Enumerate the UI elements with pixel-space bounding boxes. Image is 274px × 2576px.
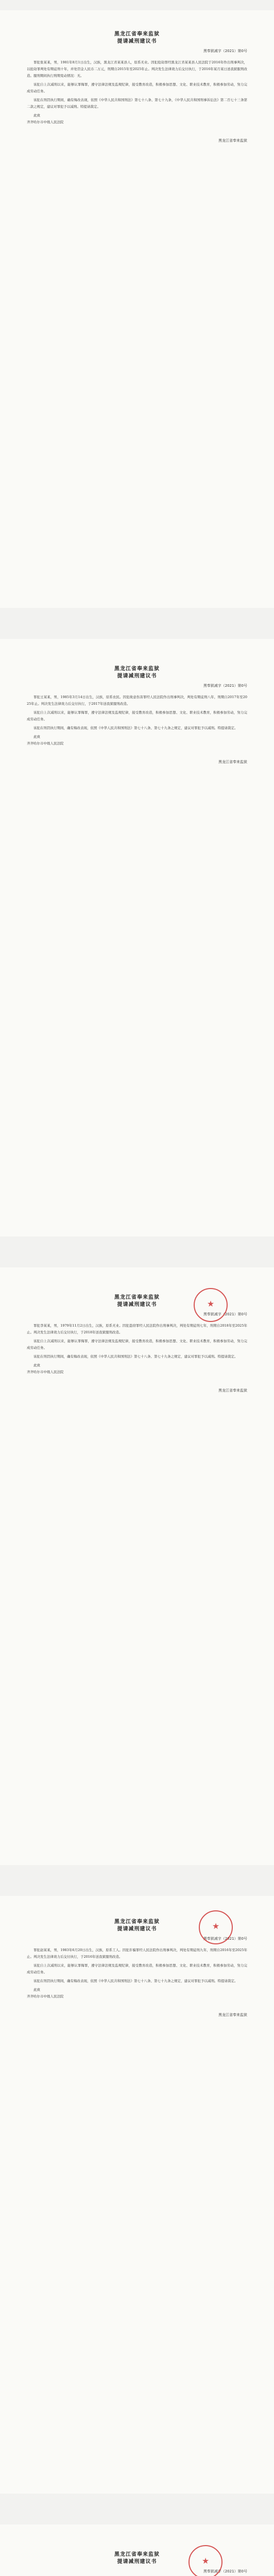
salutation: 此致 bbox=[33, 1363, 40, 1367]
signature: 黑龙江省奉来监狱 bbox=[218, 1388, 247, 1393]
document-subtitle: 提请减刑建议书 bbox=[117, 1302, 157, 1308]
document-page-4 bbox=[0, 1896, 274, 2494]
paragraph: 罪犯张某某，男，1981年8月1日出生，汉族，黑龙江省某某县人，原系无业。因犯抢劫罪经黑龙江省某某县人民法院于2016年作出刑事判决，以抢劫罪判处有期徒刑十年，并处罚金人民币二万元，刑期自2015年至2025年止。判决发生法律效力后交付执行，于2016年某月某日送我狱服刑改造。服刑期间执行刑期变动情况：无。 bbox=[27, 60, 247, 78]
document-page-5 bbox=[0, 2524, 274, 2576]
official-seal bbox=[194, 1288, 228, 1322]
document-number: 黑奉狱减字（2021）第0号 bbox=[203, 49, 247, 53]
document-title: 黑龙江省奉来监狱 bbox=[114, 2552, 160, 2557]
signature: 黑龙江省奉来监狱 bbox=[218, 139, 247, 143]
paragraph: 该犯在刑罚执行期间，确有悔改表现，依照《中华人民共和国刑法》第七十八条、第七十九条，《中华人民共和国刑事诉讼法》第二百七十三条第二款之规定，建议对罪犯予以减刑。特提请裁定。 bbox=[27, 98, 247, 109]
document-subtitle: 提请减刑建议书 bbox=[117, 673, 157, 679]
paragraph: 该犯自上次减刑以来，能够认罪悔罪，遵守法律法规及监规纪律，接受教育改造，积极参加思想、文化、职业技术教育，积极参加劳动，努力完成劳动任务。 bbox=[27, 1339, 247, 1350]
document-title: 黑龙江省奉来监狱 bbox=[114, 1919, 160, 1925]
document-title: 黑龙江省奉来监狱 bbox=[114, 31, 160, 37]
salutation: 此致 bbox=[33, 735, 40, 739]
document-number: 黑奉狱减字（2021）第0号 bbox=[203, 2569, 247, 2573]
document-page-3 bbox=[0, 1267, 274, 1865]
document-subtitle: 提请减刑建议书 bbox=[117, 2559, 157, 2565]
recipient: 齐齐哈尔市中级人民法院 bbox=[27, 741, 64, 745]
paragraph: 罪犯王某某，男，1985年3月14日出生，汉族，原系农民。因犯故意伤害罪经人民法院作出刑事判决，判处有期徒刑八年，刑期自2017年至2025年止。判决发生法律效力后交付执行，于2017年送我狱服刑改造。 bbox=[27, 695, 247, 706]
document-page-2 bbox=[0, 639, 274, 1236]
paragraph: 该犯在刑罚执行期间，确有悔改表现，依照《中华人民共和国刑法》第七十八条、第七十九条之规定，建议对罪犯予以减刑。特提请裁定。 bbox=[33, 1979, 238, 1983]
paragraph: 罪犯赵某某，男，1983年6月20日出生，汉族，原系工人。因犯诈骗罪经人民法院作出刑事判决，判处有期徒刑九年，刑期自2016年至2025年止。判决发生法律效力后交付执行，于2016年送我狱服刑改造。 bbox=[27, 1948, 247, 1959]
recipient: 齐齐哈尔市中级人民法院 bbox=[27, 1994, 64, 1998]
paragraph: 该犯自上次减刑以来，能够认罪悔罪，遵守法律法规及监规纪律，接受教育改造，积极参加思想、文化、职业技术教育，积极参加劳动，努力完成劳动任务。 bbox=[27, 1963, 247, 1974]
document-page-1 bbox=[0, 10, 274, 608]
official-seal bbox=[189, 2545, 222, 2576]
document-subtitle: 提请减刑建议书 bbox=[117, 39, 157, 44]
paragraph: 该犯在刑罚执行期间，确有悔改表现，依照《中华人民共和国刑法》第七十八条、第七十九条之规定，建议对罪犯予以减刑。特提请裁定。 bbox=[33, 1354, 238, 1359]
paragraph: 该犯自上次减刑以来，能够认罪悔罪，遵守法律法规及监规纪律，接受教育改造，积极参加思想、文化、职业技术教育，积极参加劳动，努力完成劳动任务。 bbox=[27, 710, 247, 721]
signature: 黑龙江省奉来监狱 bbox=[218, 760, 247, 764]
official-seal bbox=[199, 1910, 233, 1944]
paragraph: 罪犯李某某，男，1979年11月2日出生，汉族，原系无业。因犯盗窃罪经人民法院作出刑事判决，判处有期徒刑七年，刑期自2018年至2025年止。判决发生法律效力后交付执行，于2018年送我狱服刑改造。 bbox=[27, 1324, 247, 1334]
document-number: 黑奉狱减字（2021）第0号 bbox=[203, 1937, 247, 1941]
salutation: 此致 bbox=[33, 113, 40, 117]
document-number: 黑奉狱减字（2021）第0号 bbox=[203, 1312, 247, 1316]
document-title: 黑龙江省奉来监狱 bbox=[114, 1295, 160, 1300]
signature: 黑龙江省奉来监狱 bbox=[218, 2013, 247, 2017]
document-subtitle: 提请减刑建议书 bbox=[117, 1926, 157, 1932]
paragraph: 该犯在刑罚执行期间，确有悔改表现，依照《中华人民共和国刑法》第七十八条、第七十九条之规定，建议对罪犯予以减刑。特提请裁定。 bbox=[33, 726, 238, 730]
document-number: 黑奉狱减字（2021）第0号 bbox=[203, 684, 247, 688]
recipient: 齐齐哈尔市中级人民法院 bbox=[27, 120, 64, 124]
document-title: 黑龙江省奉来监狱 bbox=[114, 666, 160, 672]
recipient: 齐齐哈尔市中级人民法院 bbox=[27, 1370, 64, 1374]
paragraph: 该犯自上次减刑以来，能够认罪悔罪，遵守法律法规及监规纪律，接受教育改造，积极参加思想、文化、职业技术教育，积极参加劳动，努力完成劳动任务。 bbox=[27, 82, 247, 93]
salutation: 此致 bbox=[33, 1988, 40, 1992]
